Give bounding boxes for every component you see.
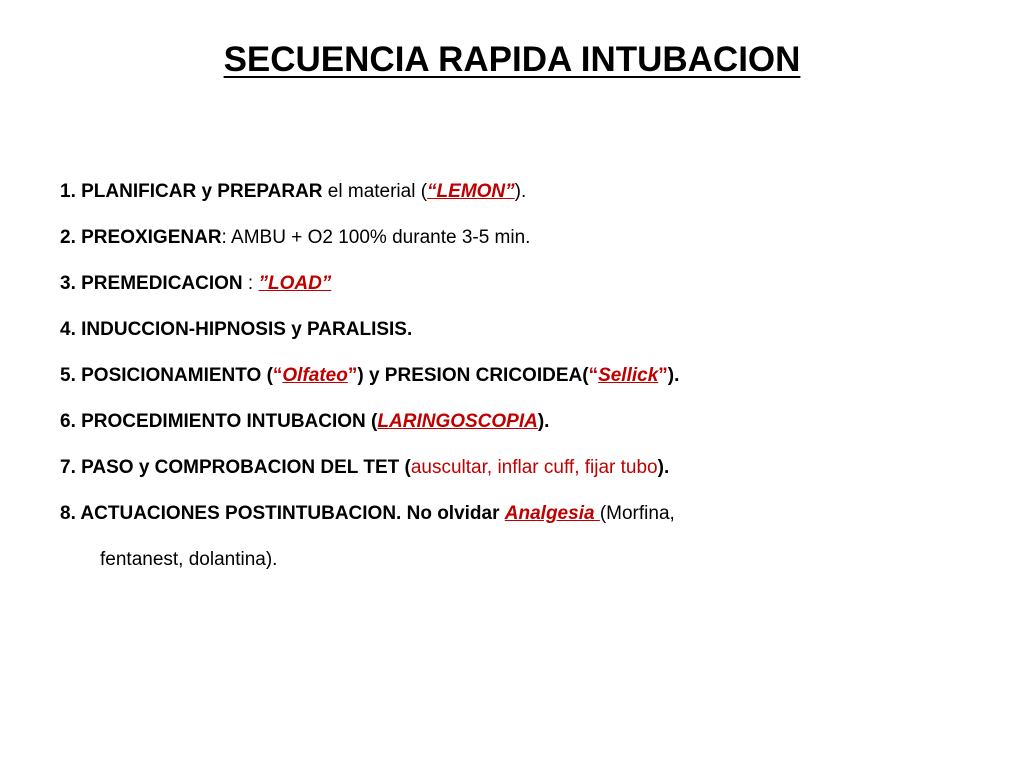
step-5-suffix: ). (667, 365, 680, 386)
steps-list (60, 180, 1000, 594)
slide-title-text: SECUENCIA RAPIDA INTUBACION (223, 40, 801, 79)
step-2 (60, 226, 1000, 272)
step-5-middle: ) y PRESION CRICOIDEA( (357, 365, 589, 386)
step-1 (60, 180, 1000, 226)
step-5-quote-open-1: “ (272, 365, 283, 386)
step-1-text: el material ( (322, 181, 428, 202)
step-6-heading: 6. PROCEDIMIENTO INTUBACION ( (60, 411, 378, 432)
step-5-heading: 5. POSICIONAMIENTO ( (60, 365, 273, 386)
step-8-continuation (60, 548, 1000, 594)
step-4 (60, 318, 1000, 364)
step-5-sellick-highlight: Sellick (598, 365, 659, 386)
step-1-heading: 1. PLANIFICAR y PREPARAR (60, 181, 323, 202)
step-2-heading: 2. PREOXIGENAR (60, 227, 222, 248)
step-7-actions-highlight: auscultar, inflar cuff, fijar tubo (410, 457, 658, 478)
step-7 (60, 456, 1000, 502)
step-7-suffix: ). (657, 457, 670, 478)
step-3-text: : (242, 273, 259, 294)
step-5-quote-close-2: ” (658, 365, 668, 386)
step-6-laringoscopia-highlight: LARINGOSCOPIA (377, 411, 538, 432)
step-6-suffix: ). (537, 411, 550, 432)
step-5-quote-close-1: ” (347, 365, 358, 386)
step-8-analgesia-highlight: Analgesia (504, 503, 600, 524)
step-7-heading: 7. PASO y COMPROBACION DEL TET ( (60, 457, 411, 478)
step-8 (60, 502, 1000, 548)
step-3-heading: 3. PREMEDICACION (60, 273, 243, 294)
step-2-text: : AMBU + O2 100% durante 3-5 min. (221, 227, 531, 248)
step-5-quote-open-2: “ (588, 365, 599, 386)
step-8-text: (Morfina, (599, 503, 675, 524)
step-4-heading: 4. INDUCCION-HIPNOSIS y PARALISIS. (60, 319, 413, 340)
step-1-lemon-highlight: “LEMON” (427, 181, 515, 202)
step-3 (60, 272, 1000, 318)
step-8-continuation-text: fentanest, dolantina). (100, 549, 278, 570)
step-5 (60, 364, 1000, 410)
step-8-heading: 8. ACTUACIONES POSTINTUBACION. No olvidar (60, 503, 505, 524)
step-1-suffix: ). (514, 181, 527, 202)
step-5-olfateo-highlight: Olfateo (282, 365, 348, 386)
step-3-load-highlight: ”LOAD” (258, 273, 332, 294)
step-6 (60, 410, 1000, 456)
slide-title (0, 38, 1024, 82)
